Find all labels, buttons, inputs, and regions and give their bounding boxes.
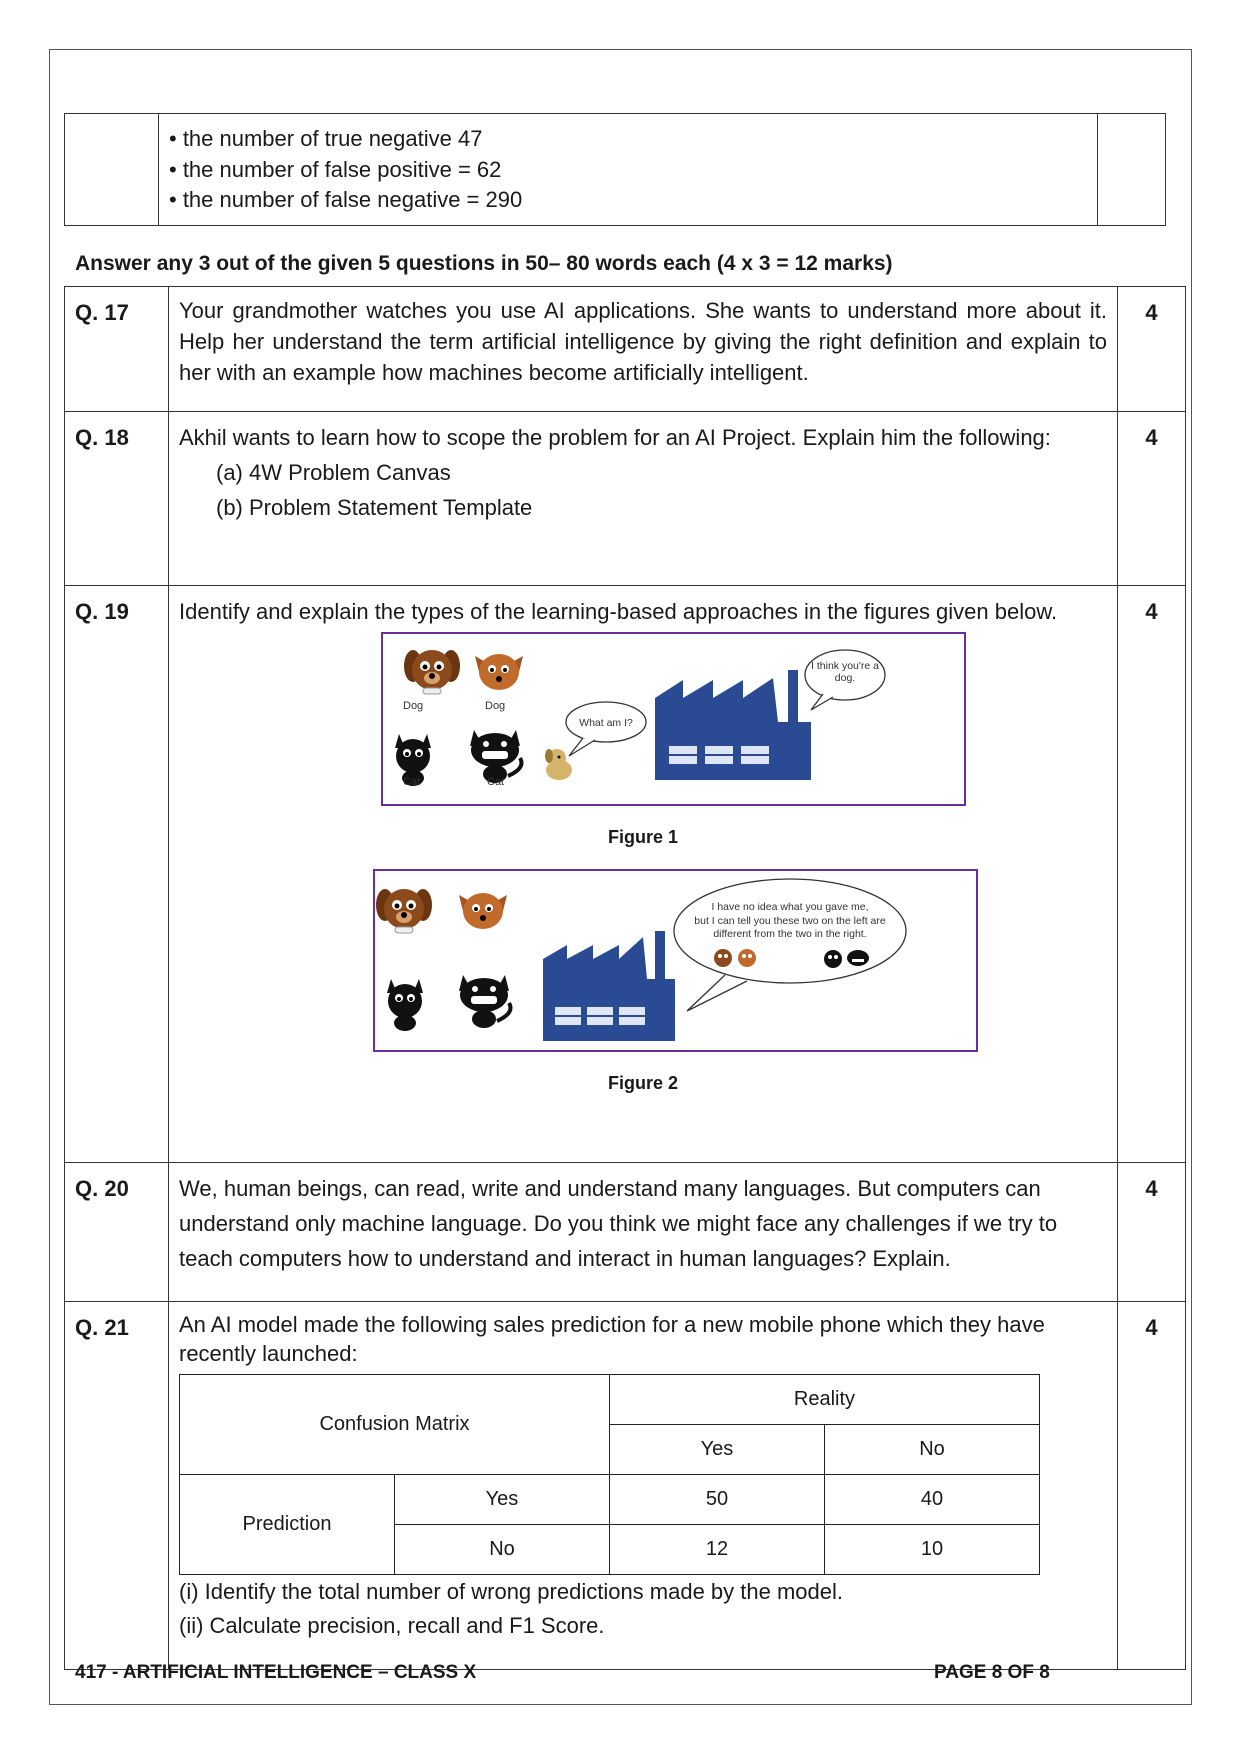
marks: 4 — [1118, 586, 1186, 1163]
cat-icon — [459, 975, 511, 1028]
section-heading: Answer any 3 out of the given 5 questions in 50– 80 words each (4 x 3 = 12 marks) — [75, 252, 893, 275]
question-18-text: Akhil wants to learn how to scope the problem for an AI Project. Explain him the following: — [179, 425, 1051, 450]
question-20-text: We, human beings, can read, write and understand many languages. But computers can understand only machine language. Do you think we might face any challenges if we try to teach computers how to understand and interact in human languages? Explain. — [169, 1163, 1118, 1302]
question-21-text: An AI model made the following sales prediction for a new mobile phone which they have recently launched: — [179, 1312, 1045, 1366]
question-21-part-ii: (ii) Calculate precision, recall and F1 Score. — [179, 1613, 605, 1638]
speech-bubble — [566, 702, 646, 756]
bubble-what-am-i: What am I? — [579, 717, 633, 729]
question-21-part-i: (i) Identify the total number of wrong predictions made by the model. — [179, 1579, 844, 1604]
footer-page-number: PAGE 8 OF 8 — [934, 1662, 1050, 1683]
continuation-table — [64, 113, 1166, 226]
bubble-line: but I can tell you these two on the left are — [694, 914, 886, 927]
marks: 4 — [1118, 412, 1186, 586]
item-problem-statement: (b) Problem Statement Template — [216, 495, 533, 520]
bullet-false-positive: • the number of false positive = 62 — [169, 156, 502, 182]
figure-1-label-dog: Dog — [485, 700, 506, 712]
factory-icon — [655, 670, 811, 780]
cell-yes-yes: 50 — [610, 1475, 825, 1525]
dog-icon — [376, 889, 432, 933]
marks: 4 — [1118, 287, 1186, 412]
puppy-icon — [545, 749, 572, 780]
bullet-false-negative: • the number of false negative = 290 — [169, 187, 523, 212]
bullet-true-negative: • the number of true negative 47 — [169, 126, 483, 151]
question-21-row — [65, 1302, 1186, 1670]
question-20-row — [65, 1163, 1186, 1302]
dog-icon — [459, 893, 507, 929]
factory-icon — [543, 931, 675, 1041]
figure-2-caption: Figure 2 — [607, 1073, 678, 1093]
figure-1-label-cat: Cat — [403, 776, 421, 788]
speech-bubble — [674, 879, 906, 1011]
matrix-title: Confusion Matrix — [180, 1375, 610, 1475]
marks: 4 — [1118, 1163, 1186, 1302]
reality-yes: Yes — [610, 1425, 825, 1475]
cell-yes-no: 40 — [825, 1475, 1040, 1525]
marks: 4 — [1118, 1302, 1186, 1670]
figure-1-label-cat: Cat — [487, 776, 505, 788]
question-number: Q. 18 — [65, 412, 169, 586]
matrix-prediction-header: Prediction — [180, 1475, 395, 1575]
footer-subject: 417 - ARTIFICIAL INTELLIGENCE – CLASS X — [75, 1662, 477, 1683]
figure-1 — [381, 632, 966, 806]
confusion-matrix — [179, 1374, 1040, 1575]
question-number: Q. 17 — [65, 287, 169, 412]
reality-no: No — [825, 1425, 1040, 1475]
bubble-line: different from the two in the right. — [713, 928, 867, 940]
cat-icon — [387, 979, 423, 1031]
questions-table — [64, 286, 1186, 1670]
prediction-yes: Yes — [395, 1475, 610, 1525]
matrix-reality-header: Reality — [610, 1375, 1040, 1425]
cell-no-yes: 12 — [610, 1525, 825, 1575]
figure-1-label-dog: Dog — [403, 700, 424, 712]
figure-1-caption: Figure 1 — [607, 827, 678, 847]
question-number: Q. 19 — [65, 586, 169, 1163]
dog-icon — [404, 650, 460, 694]
cell-no-no: 10 — [825, 1525, 1040, 1575]
figure-2 — [373, 869, 978, 1052]
question-number: Q. 20 — [65, 1163, 169, 1302]
bubble-line: I have no idea what you gave me, — [711, 901, 869, 913]
question-number: Q. 21 — [65, 1302, 169, 1670]
question-18-row — [65, 412, 1186, 586]
item-4w-canvas: (a) 4W Problem Canvas — [216, 460, 451, 485]
question-19-text: Identify and explain the types of the learning-based approaches in the figures given below. — [179, 599, 1058, 624]
question-17-text: Your grandmother watches you use AI applications. She wants to understand more about it. Help her understand the term artificial intelligence by giving the right definition and explain to her with an example how machines become artificially intelligent. — [169, 287, 1118, 412]
dog-icon — [475, 654, 523, 690]
prediction-no: No — [395, 1525, 610, 1575]
question-19-row — [65, 586, 1186, 1163]
question-17-row — [65, 287, 1186, 412]
bubble-think-dog: I think you're a dog. — [811, 660, 879, 684]
